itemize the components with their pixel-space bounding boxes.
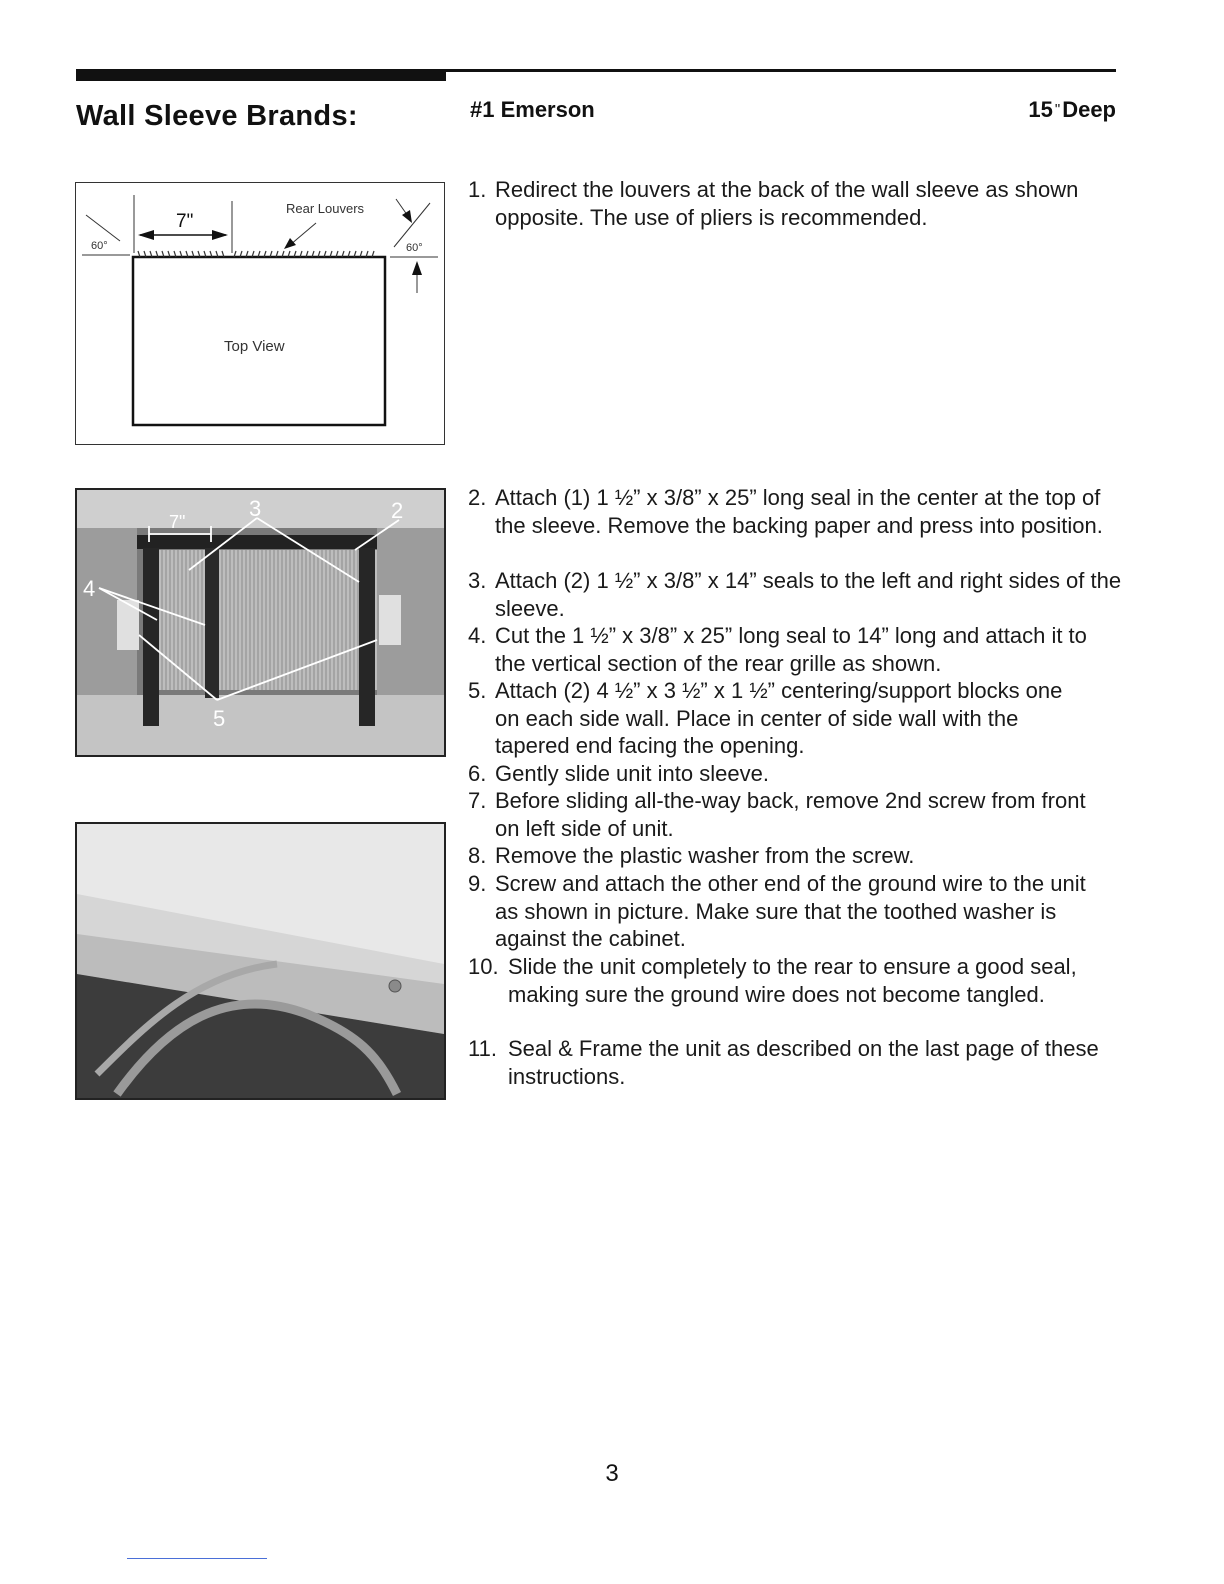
page-title: Wall Sleeve Brands: — [76, 100, 358, 132]
step-number: 7. — [468, 788, 487, 813]
angle-right-label: 60° — [406, 242, 423, 254]
depth-unit: " — [1054, 101, 1061, 118]
step-number: 10. — [468, 954, 499, 979]
step-text: Cut the 1 ½” x 3/8” x 25” long seal to 14” long and attach it to the vertical section of the rear grille as shown. — [495, 623, 1087, 676]
cabinet-screw — [389, 980, 401, 992]
brand-label: #1 Emerson — [470, 97, 595, 122]
depth-word: Deep — [1062, 97, 1116, 122]
page-number: 3 — [605, 1460, 619, 1487]
depth-label — [1028, 97, 1116, 123]
step-text: Screw and attach the other end of the ground wire to the unit as shown in picture. Make sure that the toothed washer is against the cabinet. — [495, 871, 1086, 951]
step-9 — [468, 870, 1088, 953]
header-rule-thin — [446, 69, 1116, 72]
step-text: Attach (1) 1 ½” x 3/8” x 25” long seal in the center at the top of the sleeve. Remove the backing paper and press into position. — [495, 485, 1103, 538]
callout-4: 4 — [83, 576, 96, 601]
step-number: 3. — [468, 568, 487, 593]
step-number: 5. — [468, 678, 487, 703]
louvers-label: Rear Louvers — [286, 201, 365, 216]
step-text: Attach (2) 1 ½” x 3/8” x 14” seals to the left and right sides of the sleeve. — [495, 568, 1122, 621]
right-side-seal — [359, 548, 375, 726]
dimension-label: 7" — [176, 211, 194, 232]
step-number: 6. — [468, 761, 487, 786]
top-seal — [137, 535, 377, 549]
top-view-diagram — [75, 182, 445, 445]
step-3 — [468, 567, 1128, 622]
step-2 — [468, 484, 1108, 539]
angle-arrow-icon — [402, 210, 412, 223]
callout-3: 3 — [249, 496, 262, 521]
step-5 — [468, 677, 1078, 760]
step-number: 9. — [468, 871, 487, 896]
sleeve-seals-illustration — [77, 490, 444, 755]
depth-number: 15 — [1028, 97, 1053, 122]
left-side-seal — [143, 548, 159, 726]
step-text: Attach (2) 4 ½” x 3 ½” x 1 ½” centering/support blocks one on each side wall. Place in center of side wall with the tapered end facing the opening. — [495, 678, 1063, 758]
callout-5: 5 — [213, 706, 226, 731]
view-label: Top View — [224, 338, 285, 355]
step-4 — [468, 622, 1108, 677]
step-7 — [468, 787, 1088, 842]
step-8 — [468, 842, 1128, 870]
step-number: 2. — [468, 485, 487, 510]
callout-2: 2 — [391, 498, 404, 523]
step-number: 8. — [468, 843, 487, 868]
step-text: Before sliding all-the-way back, remove 2nd screw from front on left side of unit. — [495, 788, 1086, 841]
step-10 — [468, 953, 1088, 1008]
step-text: Gently slide unit into sleeve. — [495, 761, 769, 786]
center-grille-seal — [205, 548, 219, 698]
bottom-rule — [127, 1558, 267, 1559]
dimension-arrow-right-icon — [212, 230, 228, 240]
dimension-arrow-left-icon — [138, 230, 154, 240]
angle-left-label: 60° — [91, 240, 108, 252]
step-number: 4. — [468, 623, 487, 648]
step-1 — [468, 176, 1128, 231]
callout-dimension: 7" — [169, 512, 186, 532]
step-text: Remove the plastic washer from the screw. — [495, 843, 915, 868]
step-text: Slide the unit completely to the rear to ensure a good seal, making sure the ground wire does not become tangled. — [508, 954, 1077, 1007]
right-support-block — [379, 595, 401, 645]
louvers-arrow-icon — [284, 238, 296, 249]
ground-wire-photo — [75, 822, 446, 1100]
step-text: Seal & Frame the unit as described on the last page of these instructions. — [508, 1036, 1099, 1089]
depth-arrow-icon — [412, 261, 422, 275]
step-number: 1. — [468, 177, 487, 202]
ground-wire-illustration — [77, 824, 444, 1098]
step-text: Redirect the louvers at the back of the wall sleeve as shown opposite. The use of pliers is recommended. — [495, 177, 1079, 230]
step-11 — [468, 1035, 1108, 1090]
sleeve-seals-photo — [75, 488, 446, 757]
top-view-drawing — [76, 183, 444, 444]
header-rule-thick — [76, 69, 446, 81]
step-number: 11. — [468, 1036, 497, 1061]
step-6 — [468, 760, 1128, 788]
